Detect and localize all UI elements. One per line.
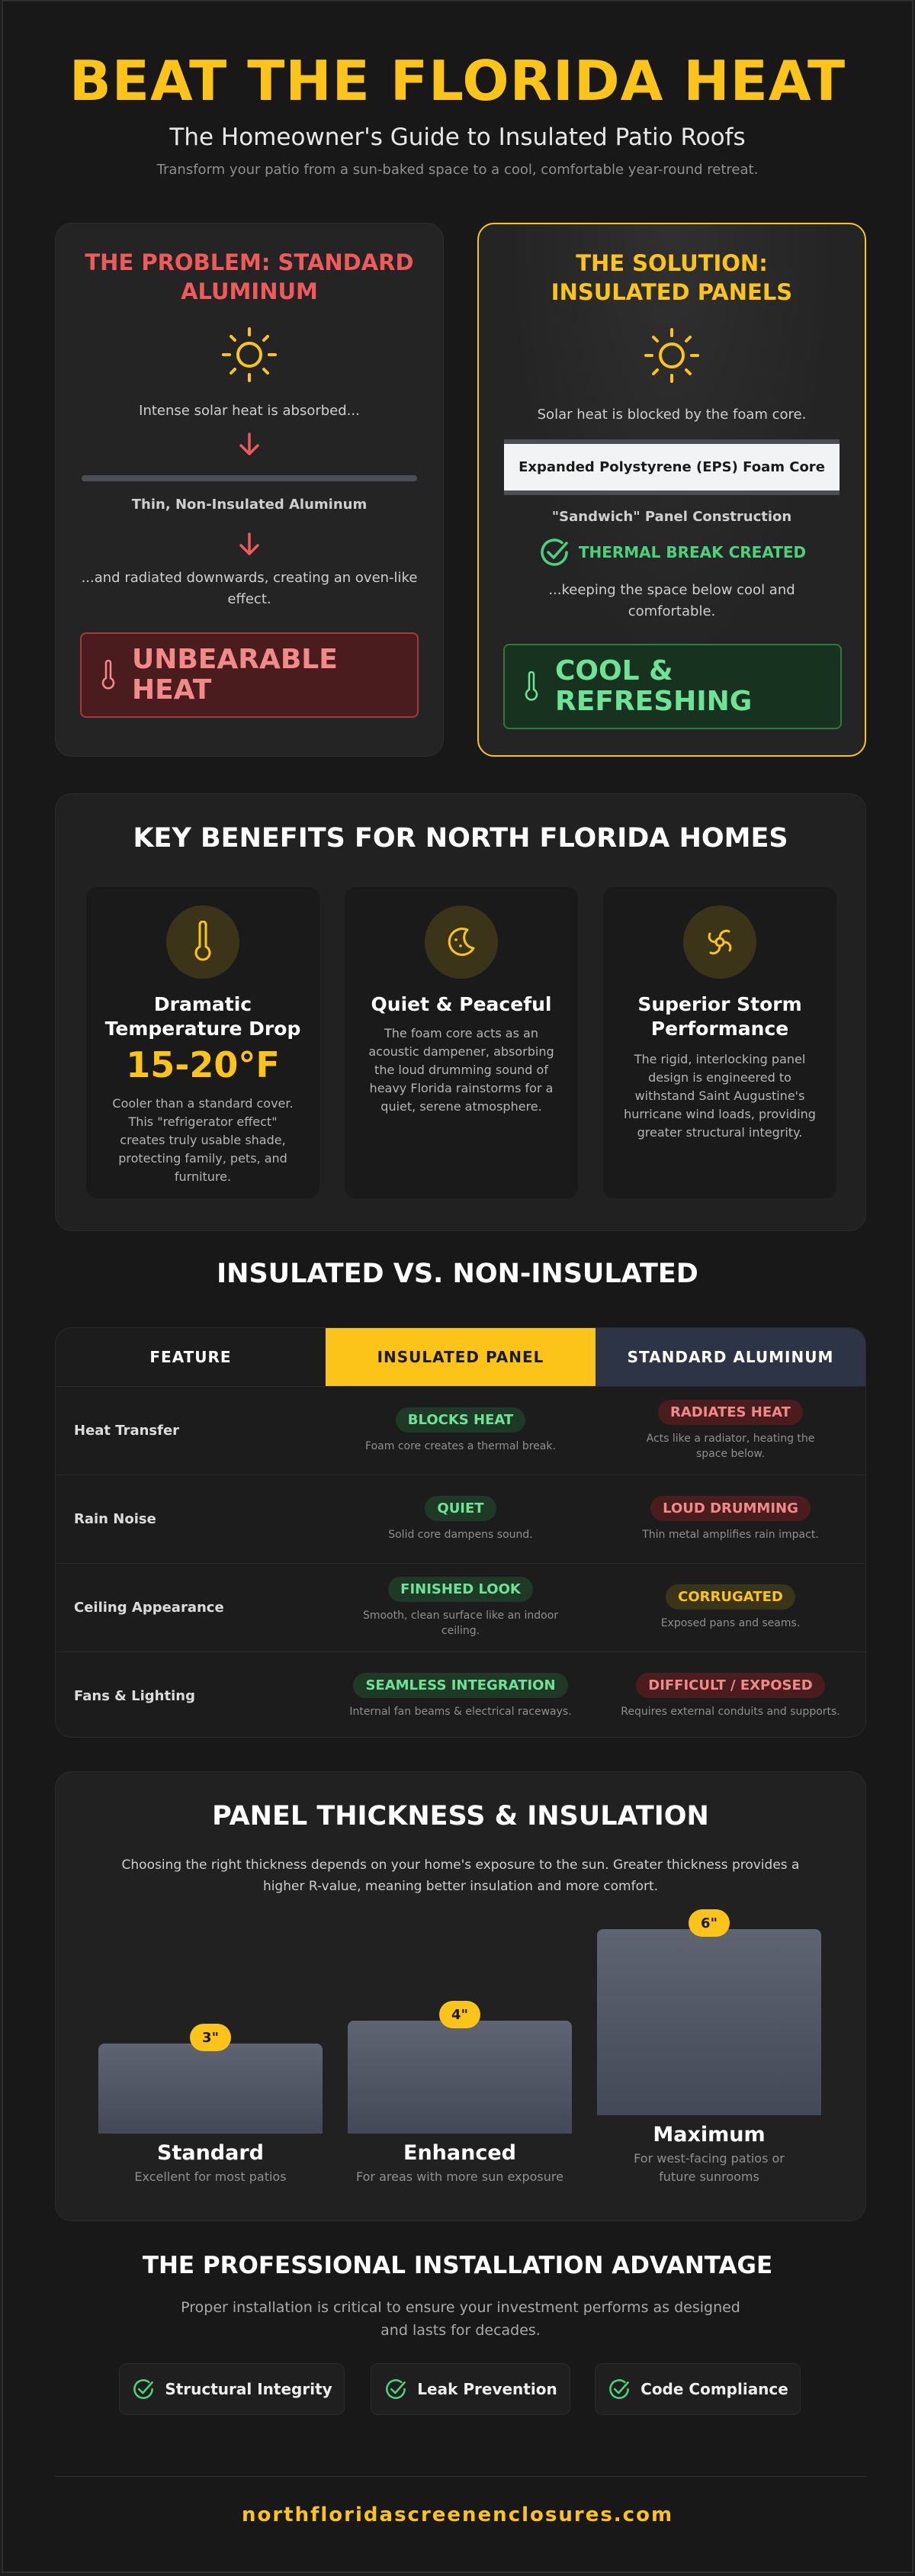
benefit-title-line1: Superior Storm bbox=[637, 993, 802, 1015]
solution-keeping-text bbox=[479, 580, 865, 622]
benefit-title: Quiet & Peaceful bbox=[371, 993, 552, 1015]
problem-title bbox=[56, 224, 443, 306]
option-name: Enhanced bbox=[403, 2141, 516, 2165]
cool-refreshing-callout bbox=[503, 644, 842, 729]
sun-icon bbox=[641, 325, 702, 386]
panel-construction-label: "Sandwich" Panel Construction bbox=[551, 509, 792, 525]
insulated-badge: SEAMLESS INTEGRATION bbox=[353, 1673, 567, 1698]
check-circle-icon bbox=[538, 535, 571, 569]
solution-title-line1: THE SOLUTION: bbox=[576, 250, 768, 276]
unbearable-heat-callout bbox=[80, 632, 419, 718]
standard-note: Exposed pans and seams. bbox=[660, 1617, 801, 1629]
standard-cell bbox=[596, 1564, 865, 1651]
header-standard: STANDARD ALUMINUM bbox=[596, 1328, 865, 1386]
page-tagline: Transform your patio from a sun-baked space to a cool, comfortable year-round retreat. bbox=[156, 162, 759, 178]
thermal-break-indicator bbox=[479, 535, 865, 569]
insulated-badge: QUIET bbox=[425, 1496, 496, 1521]
insulated-note: Solid core dampens sound. bbox=[388, 1529, 533, 1541]
thickness-badge: 6" bbox=[689, 1909, 730, 1937]
thickness-option bbox=[98, 2141, 323, 2186]
standard-badge: RADIATES HEAT bbox=[658, 1400, 803, 1425]
foam-core-panel: Expanded Polystyrene (EPS) Foam Core bbox=[504, 439, 840, 495]
thermometer-icon bbox=[100, 660, 117, 690]
standard-cell bbox=[596, 1652, 865, 1738]
benefits-title: KEY BENEFITS FOR NORTH FLORIDA HOMES bbox=[133, 823, 788, 854]
page-title: BEAT THE FLORIDA HEAT bbox=[69, 49, 846, 113]
problem-card bbox=[55, 223, 444, 757]
pill-label: Leak Prevention bbox=[417, 2380, 557, 2398]
thickness-intro: Choosing the right thickness depends on your home's exposure to the sun. Greater thickness provides a higher R-value, meaning better insulation and more comfort. bbox=[121, 1857, 800, 1894]
benefit-icon-circle bbox=[425, 905, 498, 979]
solution-keeping-line1: ...keeping the space below cool and bbox=[548, 582, 795, 598]
hurricane-icon bbox=[703, 925, 737, 959]
cool-refreshing-text bbox=[555, 656, 752, 717]
insulated-badge: BLOCKS HEAT bbox=[396, 1407, 525, 1433]
thickness-badge: 4" bbox=[439, 2001, 480, 2028]
check-circle-icon bbox=[384, 2377, 408, 2401]
thermometer-icon bbox=[523, 671, 540, 702]
pill-label: Structural Integrity bbox=[165, 2380, 332, 2398]
thickness-bar-3in bbox=[98, 2044, 323, 2134]
page-subtitle: The Homeowner's Guide to Insulated Patio Roofs bbox=[169, 124, 746, 151]
solution-keeping-line2: comfortable. bbox=[628, 603, 716, 619]
feature-name: Rain Noise bbox=[74, 1511, 156, 1527]
insulated-cell bbox=[326, 1475, 596, 1563]
thickness-option bbox=[597, 2123, 821, 2186]
benefit-text: The rigid, interlocking panel design is engineered to withstand Saint Augustine's hurricane wind loads, providing greater structural integrity. bbox=[624, 1052, 816, 1140]
problem-absorbed-text: Intense solar heat is absorbed... bbox=[139, 403, 360, 419]
temperature-drop-value: 15-20°F bbox=[126, 1044, 280, 1085]
thickness-title: PANEL THICKNESS & INSULATION bbox=[212, 1801, 709, 1832]
thickness-badge: 3" bbox=[190, 2024, 231, 2051]
benefit-title bbox=[86, 992, 319, 1041]
insulated-cell bbox=[326, 1387, 596, 1475]
footer-divider bbox=[55, 2476, 866, 2477]
benefit-card-quiet bbox=[345, 887, 578, 1198]
benefit-title-line2: Temperature Drop bbox=[104, 1018, 301, 1040]
advantage-text: Proper installation is critical to ensure your investment performs as designed and lasts for decades. bbox=[181, 2299, 740, 2339]
solution-title-line2: INSULATED PANELS bbox=[551, 279, 793, 305]
insulated-note: Foam core creates a thermal break. bbox=[365, 1440, 556, 1452]
pill-label: Code Compliance bbox=[640, 2380, 788, 2398]
problem-material-label: Thin, Non-Insulated Aluminum bbox=[131, 497, 368, 513]
insulated-note: Smooth, clean surface like an indoor ceiling. bbox=[362, 1610, 559, 1637]
thickness-section bbox=[55, 1771, 866, 2221]
standard-cell bbox=[596, 1475, 865, 1563]
infographic-page bbox=[2, 0, 913, 2573]
cool-line1: COOL & bbox=[555, 655, 673, 687]
pill-code-compliance bbox=[595, 2363, 801, 2415]
aluminum-sheet bbox=[82, 475, 417, 481]
thickness-option bbox=[348, 2141, 572, 2186]
problem-solution-section bbox=[55, 223, 866, 757]
insulated-cell bbox=[326, 1652, 596, 1738]
standard-note: Acts like a radiator, heating the space below. bbox=[646, 1433, 815, 1460]
benefit-title-line1: Dramatic bbox=[153, 993, 252, 1015]
pill-structural-integrity bbox=[119, 2363, 345, 2415]
benefit-card-storm bbox=[603, 887, 836, 1198]
insulated-cell bbox=[326, 1564, 596, 1651]
problem-radiated-line2: effect. bbox=[227, 591, 271, 607]
table-row bbox=[56, 1651, 865, 1738]
pill-leak-prevention bbox=[371, 2363, 570, 2415]
check-circle-icon bbox=[131, 2377, 156, 2401]
table-row bbox=[56, 1386, 865, 1475]
benefit-icon-circle bbox=[683, 905, 756, 979]
benefit-card-temperature bbox=[86, 887, 319, 1198]
cool-line2: REFRESHING bbox=[555, 686, 753, 717]
feature-name: Heat Transfer bbox=[74, 1423, 180, 1439]
table-header bbox=[56, 1328, 865, 1386]
solution-blocked-text: Solar heat is blocked by the foam core. bbox=[537, 407, 807, 423]
standard-badge: LOUD DRUMMING bbox=[650, 1496, 811, 1521]
option-desc: For west-facing patios or future sunrooms bbox=[634, 2151, 785, 2184]
arrow-down-icon bbox=[236, 431, 263, 458]
key-benefits-section bbox=[55, 793, 866, 1231]
moon-icon bbox=[442, 923, 480, 961]
standard-cell bbox=[596, 1387, 865, 1475]
thermal-break-text: THERMAL BREAK CREATED bbox=[578, 543, 807, 561]
standard-note: Thin metal amplifies rain impact. bbox=[642, 1529, 819, 1541]
advantage-title: THE PROFESSIONAL INSTALLATION ADVANTAGE bbox=[142, 2252, 773, 2279]
insulated-note: Internal fan beams & electrical raceways. bbox=[349, 1706, 572, 1718]
comparison-table bbox=[55, 1327, 866, 1738]
option-desc: For areas with more sun exposure bbox=[356, 2169, 563, 2184]
sun-icon bbox=[219, 324, 280, 385]
unbearable-line1: UNBEARABLE bbox=[132, 644, 338, 675]
option-name: Standard bbox=[157, 2141, 264, 2165]
benefit-text: Cooler than a standard cover. This "refrigerator effect" creates truly usable shade, protecting family, pets, and furniture. bbox=[112, 1096, 294, 1184]
table-row bbox=[56, 1563, 865, 1651]
thickness-bar-4in bbox=[348, 2021, 572, 2134]
problem-title-line1: THE PROBLEM: STANDARD bbox=[85, 249, 414, 275]
footer-website-link[interactable]: northfloridascreenenclosures.com bbox=[241, 2504, 674, 2526]
arrow-down-icon bbox=[236, 531, 263, 558]
problem-radiated-text bbox=[56, 568, 443, 610]
comparison-title: INSULATED VS. NON-INSULATED bbox=[217, 1259, 698, 1289]
header-feature: FEATURE bbox=[56, 1328, 326, 1386]
problem-radiated-line1: ...and radiated downwards, creating an oven-like bbox=[81, 570, 418, 586]
standard-note: Requires external conduits and supports. bbox=[621, 1706, 840, 1718]
header-insulated: INSULATED PANEL bbox=[326, 1328, 596, 1386]
benefit-icon-circle bbox=[166, 905, 239, 979]
thermometer-icon bbox=[192, 921, 214, 963]
feature-name: Fans & Lighting bbox=[74, 1688, 195, 1704]
benefit-title-line2: Performance bbox=[650, 1018, 789, 1040]
problem-title-line2: ALUMINUM bbox=[181, 278, 318, 304]
solution-title bbox=[479, 224, 865, 307]
option-name: Maximum bbox=[653, 2123, 766, 2147]
thickness-bar-6in bbox=[597, 1929, 821, 2115]
unbearable-heat-text bbox=[132, 645, 338, 706]
table-row bbox=[56, 1475, 865, 1563]
option-desc: Excellent for most patios bbox=[134, 2169, 287, 2184]
benefit-text: The foam core acts as an acoustic dampener, absorbing the loud drumming sound of heavy Florida rainstorms for a quiet, serene atmosphere. bbox=[368, 1026, 554, 1114]
standard-badge: DIFFICULT / EXPOSED bbox=[636, 1673, 825, 1698]
check-circle-icon bbox=[607, 2377, 631, 2401]
feature-name: Ceiling Appearance bbox=[74, 1600, 224, 1616]
solution-card bbox=[477, 223, 866, 757]
benefit-title bbox=[603, 992, 836, 1041]
unbearable-line2: HEAT bbox=[132, 674, 212, 706]
insulated-badge: FINISHED LOOK bbox=[388, 1577, 533, 1602]
standard-badge: CORRUGATED bbox=[666, 1584, 795, 1610]
